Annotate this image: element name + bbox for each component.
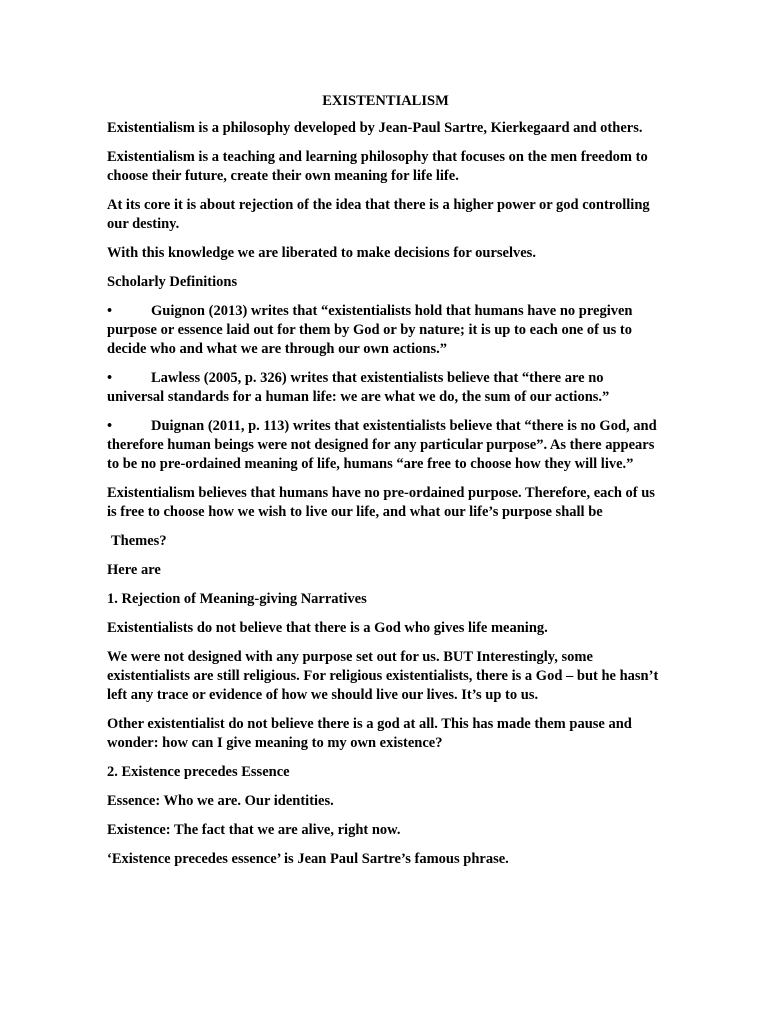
theme-2-heading: 2. Existence precedes Essence — [107, 764, 290, 780]
here-are-text: Here are — [107, 562, 161, 578]
bullet-icon: • — [107, 418, 113, 434]
themes-heading: Themes? — [111, 533, 167, 549]
intro-paragraph-4: With this knowledge we are liberated to make decisions for ourselves. — [107, 245, 536, 261]
bullet-text: Guignon (2013) writes that “existentialists hold that humans have no pregiven purpose or essence laid out for them by God or by nature; it is up to each one of us to decide who and what we are through our own actions.” — [107, 303, 633, 357]
existence-definition: Existence: The fact that we are alive, right now. — [107, 822, 401, 838]
body-paragraph-religious: We were not designed with any purpose set out for us. BUT Interestingly, some existentialists are still religious. For religious existentialists, there is a God – but he hasn’t left any trace or evidence of how we should live our lives. It’s up to us. — [107, 649, 659, 703]
bullet-item — [107, 369, 664, 407]
bullet-text: Duignan (2011, p. 113) writes that existentialists believe that “there is no God, and therefore human beings were not designed for any particular purpose”. As there appears to be no pre-ordained meaning of life, humans “are free to choose how they will live.” — [107, 418, 657, 472]
sartre-phrase: ‘Existence precedes essence’ is Jean Paul Sartre’s famous phrase. — [107, 851, 509, 867]
bullet-text: Lawless (2005, p. 326) writes that existentialists believe that “there are no universal standards for a human life: we are what we do, the sum of our actions.” — [107, 370, 610, 405]
intro-paragraph-2: Existentialism is a teaching and learning philosophy that focuses on the men freedom to choose their future, create their own meaning for life life. — [107, 149, 648, 184]
section-heading-scholarly-definitions: Scholarly Definitions — [107, 274, 238, 290]
bullet-item — [107, 417, 664, 474]
document-title: EXISTENTIALISM — [322, 93, 449, 109]
essence-definition: Essence: Who we are. Our identities. — [107, 793, 334, 809]
body-paragraph-summary: Existentialism believes that humans have no pre-ordained purpose. Therefore, each of us is free to choose how we wish to live our life, and what our life’s purpose shall be — [107, 485, 655, 520]
body-paragraph-no-god: Other existentialist do not believe there is a god at all. This has made them pause and wonder: how can I give meaning to my own existence? — [107, 716, 632, 751]
bullet-item — [107, 302, 664, 359]
body-paragraph-god: Existentialists do not believe that there is a God who gives life meaning. — [107, 620, 548, 636]
intro-paragraph-1: Existentialism is a philosophy developed by Jean-Paul Sartre, Kierkegaard and others. — [107, 120, 643, 136]
bullet-icon: • — [107, 370, 113, 386]
theme-1-heading: 1. Rejection of Meaning-giving Narratives — [107, 591, 367, 607]
intro-paragraph-3: At its core it is about rejection of the idea that there is a higher power or god controlling our destiny. — [107, 197, 650, 232]
bullet-icon: • — [107, 303, 113, 319]
